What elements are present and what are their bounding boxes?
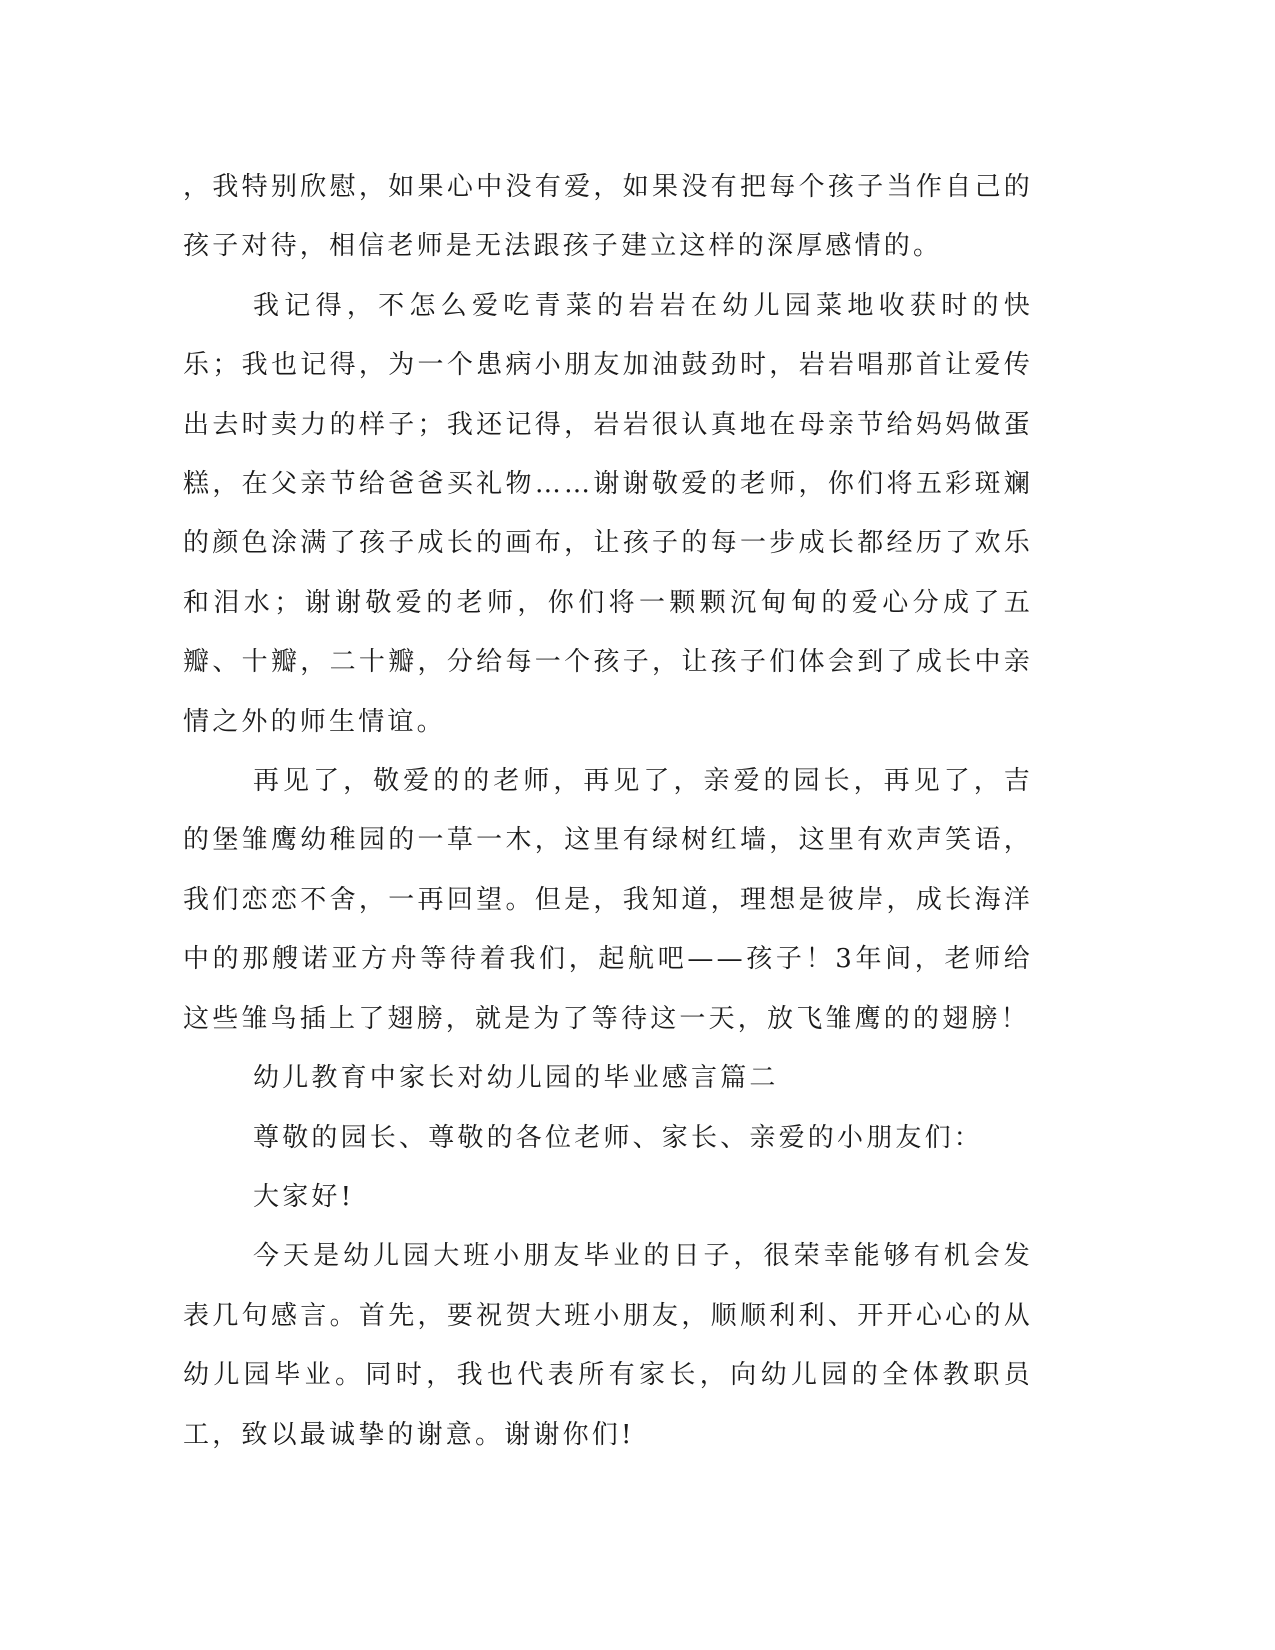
greeting: 大家好! [253, 1181, 355, 1212]
paragraph-memories: 我记得，不怎么爱吃青菜的岩岩在幼儿园菜地收获时的快乐；我也记得，为一个患病小朋友加油鼓劲时，岩岩唱那首让爱传出去时卖力的样子；我还记得，岩岩很认真地在母亲节给妈妈做蛋糕，在父亲节给爸爸买礼物……谢谢敬爱的老师，你们将五彩斑斓的颜色涂满了孩子成长的画布，让孩子的每一步成长都经历了欢乐和泪水；谢谢敬爱的老师，你们将一颗颗沉甸甸的爱心分成了五瓣、十瓣，二十瓣，分给每一个孩子，让孩子们体会到了成长中亲情之外的师生情谊。 [183, 290, 1033, 737]
paragraph-continuation: ，我特别欣慰，如果心中没有爱，如果没有把每个孩子当作自己的孩子对待，相信老师是无法跟孩子建立这样的深厚感情的。 [183, 172, 1033, 262]
paragraph-farewell: 再见了，敬爱的的老师，再见了，亲爱的园长，再见了，吉的堡雏鹰幼稚园的一草一木，这里有绿树红墙，这里有欢声笑语，我们恋恋不舍，一再回望。但是，我知道，理想是彼岸，成长海洋中的那艘诺亚方舟等待着我们，起航吧——孩子！3年间，老师给这些雏鸟插上了翅膀，就是为了等待这一天，放飞雏鹰的的翅膀！ [183, 766, 1033, 1034]
document-body [183, 158, 1033, 1465]
salutation: 尊敬的园长、尊敬的各位老师、家长、亲爱的小朋友们： [253, 1122, 984, 1153]
section-heading: 幼儿教育中家长对幼儿园的毕业感言篇二 [253, 1063, 779, 1094]
paragraph-opening: 今天是幼儿园大班小朋友毕业的日子，很荣幸能够有机会发表几句感言。首先，要祝贺大班小朋友，顺顺利利、开开心心的从幼儿园毕业。同时，我也代表所有家长，向幼儿园的全体教职员工，致以最诚挚的谢意。谢谢你们! [183, 1241, 1033, 1450]
